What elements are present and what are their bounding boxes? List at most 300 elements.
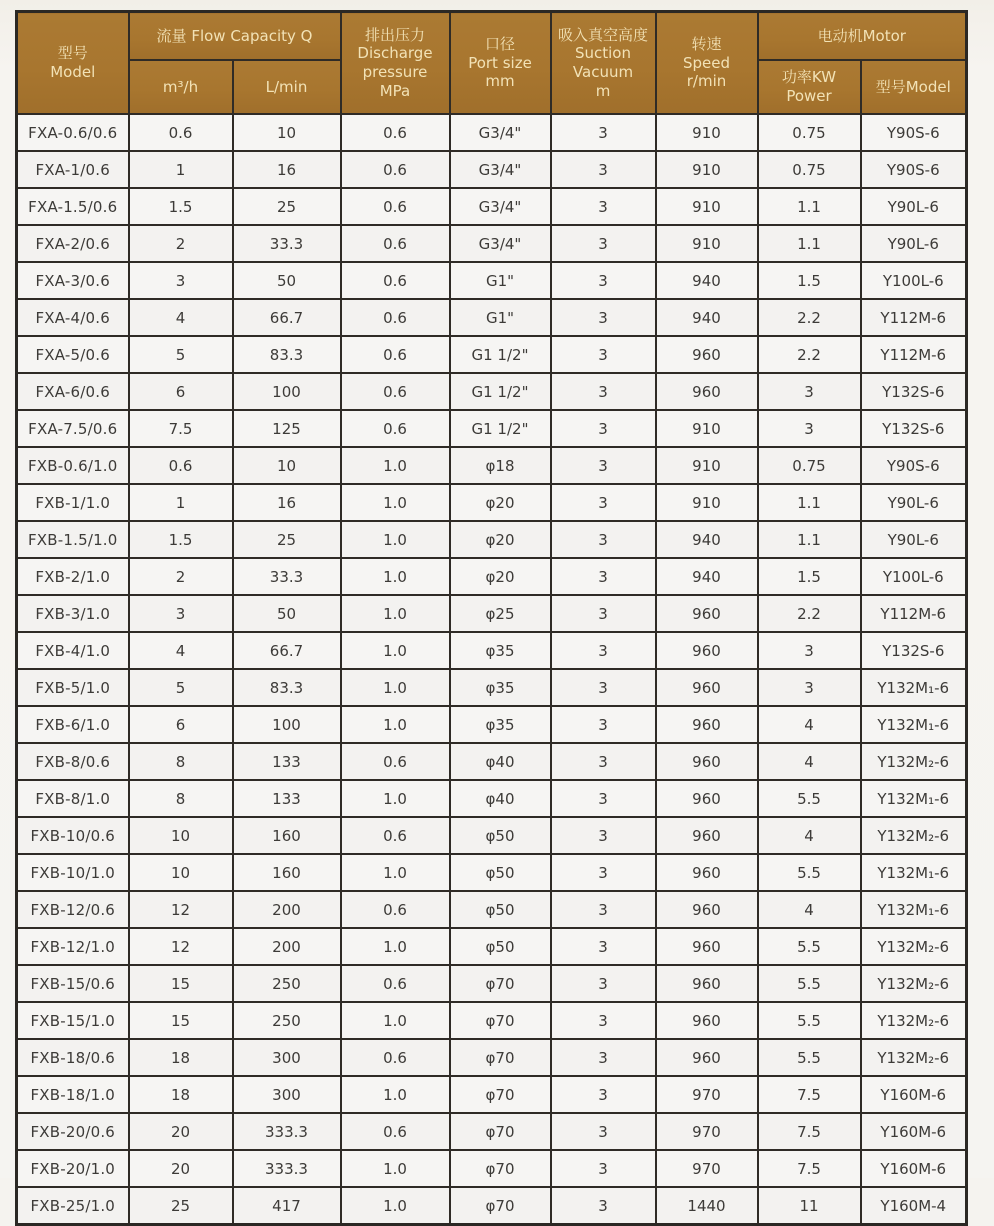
cell-lmin: 300	[233, 1076, 341, 1113]
cell-lmin: 200	[233, 928, 341, 965]
cell-lmin: 50	[233, 262, 341, 299]
cell-discharge-mpa: 0.6	[341, 299, 450, 336]
cell-port-size: G3/4"	[450, 188, 551, 225]
cell-power-kw: 5.5	[758, 780, 861, 817]
cell-m3h: 2	[129, 558, 233, 595]
cell-port-size: φ70	[450, 1187, 551, 1225]
cell-model: FXB-5/1.0	[17, 669, 129, 706]
cell-model: FXB-18/1.0	[17, 1076, 129, 1113]
cell-motor-model: Y132M₂-6	[861, 965, 967, 1002]
cell-m3h: 7.5	[129, 410, 233, 447]
cell-suction-vacuum: 3	[551, 743, 656, 780]
cell-motor-model: Y132M₂-6	[861, 1002, 967, 1039]
cell-power-kw: 5.5	[758, 965, 861, 1002]
cell-motor-model: Y132M₂-6	[861, 817, 967, 854]
cell-m3h: 8	[129, 743, 233, 780]
cell-port-size: φ20	[450, 484, 551, 521]
cell-power-kw: 1.1	[758, 484, 861, 521]
cell-discharge-mpa: 1.0	[341, 632, 450, 669]
cell-model: FXB-10/1.0	[17, 854, 129, 891]
cell-speed: 960	[656, 780, 758, 817]
cell-motor-model: Y132M₁-6	[861, 854, 967, 891]
cell-model: FXB-12/1.0	[17, 928, 129, 965]
cell-motor-model: Y132M₁-6	[861, 780, 967, 817]
cell-discharge-mpa: 0.6	[341, 188, 450, 225]
table-row	[17, 1039, 967, 1076]
cell-suction-vacuum: 3	[551, 891, 656, 928]
table-row	[17, 484, 967, 521]
cell-speed: 960	[656, 706, 758, 743]
cell-discharge-mpa: 0.6	[341, 410, 450, 447]
cell-port-size: φ70	[450, 965, 551, 1002]
cell-suction-vacuum: 3	[551, 558, 656, 595]
header-power-en: Power	[786, 87, 832, 105]
table-body	[17, 114, 967, 1225]
table-row	[17, 595, 967, 632]
cell-port-size: φ70	[450, 1150, 551, 1187]
cell-suction-vacuum: 3	[551, 1150, 656, 1187]
table-row	[17, 928, 967, 965]
header-speed	[656, 12, 758, 115]
cell-power-kw: 7.5	[758, 1076, 861, 1113]
cell-lmin: 160	[233, 817, 341, 854]
cell-power-kw: 7.5	[758, 1113, 861, 1150]
cell-motor-model: Y90S-6	[861, 447, 967, 484]
cell-port-size: φ20	[450, 558, 551, 595]
cell-speed: 960	[656, 854, 758, 891]
cell-suction-vacuum: 3	[551, 188, 656, 225]
cell-discharge-mpa: 1.0	[341, 595, 450, 632]
cell-power-kw: 5.5	[758, 928, 861, 965]
cell-lmin: 300	[233, 1039, 341, 1076]
cell-m3h: 10	[129, 817, 233, 854]
cell-suction-vacuum: 3	[551, 336, 656, 373]
table-row	[17, 632, 967, 669]
cell-discharge-mpa: 0.6	[341, 817, 450, 854]
cell-motor-model: Y100L-6	[861, 558, 967, 595]
cell-lmin: 16	[233, 151, 341, 188]
cell-discharge-mpa: 1.0	[341, 669, 450, 706]
cell-port-size: G1 1/2"	[450, 373, 551, 410]
cell-power-kw: 4	[758, 706, 861, 743]
table-row	[17, 225, 967, 262]
cell-speed: 940	[656, 521, 758, 558]
cell-model: FXB-4/1.0	[17, 632, 129, 669]
cell-model: FXB-15/0.6	[17, 965, 129, 1002]
cell-speed: 910	[656, 151, 758, 188]
header-model	[17, 12, 129, 115]
cell-port-size: φ25	[450, 595, 551, 632]
cell-speed: 960	[656, 669, 758, 706]
cell-lmin: 160	[233, 854, 341, 891]
cell-port-size: G1"	[450, 262, 551, 299]
table-row	[17, 817, 967, 854]
cell-m3h: 15	[129, 1002, 233, 1039]
cell-port-size: G1 1/2"	[450, 336, 551, 373]
cell-suction-vacuum: 3	[551, 1039, 656, 1076]
cell-motor-model: Y132S-6	[861, 410, 967, 447]
cell-model: FXA-4/0.6	[17, 299, 129, 336]
cell-speed: 970	[656, 1076, 758, 1113]
cell-discharge-mpa: 0.6	[341, 743, 450, 780]
cell-port-size: φ35	[450, 669, 551, 706]
cell-lmin: 250	[233, 1002, 341, 1039]
cell-port-size: φ50	[450, 817, 551, 854]
header-discharge-zh: 排出压力	[364, 25, 425, 44]
header-suction-vacuum	[551, 12, 656, 115]
cell-model: FXB-2/1.0	[17, 558, 129, 595]
header-model-en: Model	[50, 63, 96, 81]
cell-power-kw: 1.1	[758, 188, 861, 225]
cell-m3h: 20	[129, 1113, 233, 1150]
cell-model: FXB-20/0.6	[17, 1113, 129, 1150]
cell-discharge-mpa: 0.6	[341, 1113, 450, 1150]
cell-power-kw: 11	[758, 1187, 861, 1225]
cell-motor-model: Y160M-6	[861, 1076, 967, 1113]
cell-motor-model: Y90S-6	[861, 114, 967, 151]
cell-discharge-mpa: 0.6	[341, 225, 450, 262]
cell-port-size: φ35	[450, 632, 551, 669]
cell-suction-vacuum: 3	[551, 817, 656, 854]
cell-discharge-mpa: 0.6	[341, 373, 450, 410]
cell-lmin: 16	[233, 484, 341, 521]
cell-model: FXB-3/1.0	[17, 595, 129, 632]
cell-power-kw: 3	[758, 632, 861, 669]
cell-suction-vacuum: 3	[551, 669, 656, 706]
cell-suction-vacuum: 3	[551, 1113, 656, 1150]
cell-suction-vacuum: 3	[551, 1002, 656, 1039]
cell-lmin: 125	[233, 410, 341, 447]
cell-m3h: 18	[129, 1076, 233, 1113]
cell-power-kw: 1.1	[758, 225, 861, 262]
table-row	[17, 780, 967, 817]
cell-m3h: 20	[129, 1150, 233, 1187]
header-discharge-pressure	[341, 12, 450, 115]
cell-lmin: 417	[233, 1187, 341, 1225]
cell-speed: 940	[656, 558, 758, 595]
header-vacuum-en: Suction Vacuum	[572, 44, 634, 81]
cell-speed: 970	[656, 1150, 758, 1187]
cell-motor-model: Y90L-6	[861, 225, 967, 262]
cell-speed: 960	[656, 891, 758, 928]
cell-motor-model: Y132S-6	[861, 373, 967, 410]
cell-suction-vacuum: 3	[551, 373, 656, 410]
cell-m3h: 1.5	[129, 521, 233, 558]
cell-suction-vacuum: 3	[551, 151, 656, 188]
cell-speed: 910	[656, 114, 758, 151]
cell-suction-vacuum: 3	[551, 1076, 656, 1113]
table-row	[17, 743, 967, 780]
cell-m3h: 0.6	[129, 447, 233, 484]
cell-discharge-mpa: 1.0	[341, 484, 450, 521]
cell-motor-model: Y90S-6	[861, 151, 967, 188]
table-row	[17, 965, 967, 1002]
cell-speed: 1440	[656, 1187, 758, 1225]
cell-power-kw: 0.75	[758, 447, 861, 484]
cell-m3h: 1	[129, 151, 233, 188]
cell-power-kw: 2.2	[758, 595, 861, 632]
cell-m3h: 12	[129, 891, 233, 928]
header-motor-power	[758, 60, 861, 114]
cell-speed: 960	[656, 1039, 758, 1076]
cell-model: FXB-1/1.0	[17, 484, 129, 521]
table-row	[17, 1076, 967, 1113]
header-model-zh: 型号	[57, 44, 88, 63]
cell-m3h: 6	[129, 706, 233, 743]
cell-m3h: 10	[129, 854, 233, 891]
cell-power-kw: 0.75	[758, 114, 861, 151]
header-speed-zh: 转速	[691, 34, 722, 53]
cell-m3h: 3	[129, 262, 233, 299]
cell-m3h: 18	[129, 1039, 233, 1076]
table-row	[17, 1150, 967, 1187]
cell-port-size: φ70	[450, 1039, 551, 1076]
cell-motor-model: Y90L-6	[861, 188, 967, 225]
cell-power-kw: 2.2	[758, 299, 861, 336]
cell-power-kw: 1.5	[758, 262, 861, 299]
cell-discharge-mpa: 0.6	[341, 336, 450, 373]
cell-discharge-mpa: 1.0	[341, 928, 450, 965]
header-speed-unit: r/min	[686, 72, 727, 91]
cell-power-kw: 1.5	[758, 558, 861, 595]
cell-port-size: φ20	[450, 521, 551, 558]
cell-lmin: 100	[233, 373, 341, 410]
cell-m3h: 4	[129, 632, 233, 669]
cell-model: FXB-15/1.0	[17, 1002, 129, 1039]
cell-lmin: 33.3	[233, 558, 341, 595]
header-discharge-en: Discharge pressure	[357, 44, 433, 81]
cell-discharge-mpa: 0.6	[341, 151, 450, 188]
cell-model: FXB-1.5/1.0	[17, 521, 129, 558]
cell-suction-vacuum: 3	[551, 854, 656, 891]
cell-discharge-mpa: 1.0	[341, 780, 450, 817]
table-row	[17, 447, 967, 484]
cell-power-kw: 0.75	[758, 151, 861, 188]
cell-motor-model: Y160M-6	[861, 1150, 967, 1187]
cell-m3h: 3	[129, 595, 233, 632]
cell-power-kw: 3	[758, 410, 861, 447]
header-port-unit: mm	[485, 72, 515, 91]
cell-discharge-mpa: 1.0	[341, 1150, 450, 1187]
cell-motor-model: Y112M-6	[861, 299, 967, 336]
cell-power-kw: 4	[758, 743, 861, 780]
cell-power-kw: 3	[758, 373, 861, 410]
cell-lmin: 25	[233, 188, 341, 225]
cell-port-size: G1 1/2"	[450, 410, 551, 447]
cell-lmin: 333.3	[233, 1113, 341, 1150]
cell-discharge-mpa: 1.0	[341, 854, 450, 891]
cell-speed: 910	[656, 225, 758, 262]
pump-spec-table	[15, 10, 968, 1226]
cell-model: FXA-5/0.6	[17, 336, 129, 373]
cell-motor-model: Y132M₂-6	[861, 743, 967, 780]
cell-model: FXA-0.6/0.6	[17, 114, 129, 151]
cell-suction-vacuum: 3	[551, 225, 656, 262]
cell-speed: 910	[656, 447, 758, 484]
cell-discharge-mpa: 1.0	[341, 1076, 450, 1113]
cell-model: FXB-20/1.0	[17, 1150, 129, 1187]
cell-discharge-mpa: 0.6	[341, 1039, 450, 1076]
table-row	[17, 669, 967, 706]
cell-speed: 960	[656, 595, 758, 632]
cell-speed: 910	[656, 410, 758, 447]
table-row	[17, 410, 967, 447]
table-row	[17, 336, 967, 373]
cell-lmin: 200	[233, 891, 341, 928]
cell-lmin: 83.3	[233, 336, 341, 373]
cell-motor-model: Y112M-6	[861, 595, 967, 632]
cell-port-size: G3/4"	[450, 151, 551, 188]
cell-motor-model: Y132M₁-6	[861, 891, 967, 928]
cell-lmin: 100	[233, 706, 341, 743]
cell-motor-model: Y132M₁-6	[861, 669, 967, 706]
header-motor-group: 电动机Motor	[758, 12, 967, 61]
cell-motor-model: Y160M-4	[861, 1187, 967, 1225]
cell-motor-model: Y112M-6	[861, 336, 967, 373]
cell-port-size: φ70	[450, 1113, 551, 1150]
cell-port-size: φ50	[450, 928, 551, 965]
cell-model: FXA-2/0.6	[17, 225, 129, 262]
cell-power-kw: 3	[758, 669, 861, 706]
cell-suction-vacuum: 3	[551, 447, 656, 484]
cell-port-size: φ70	[450, 1076, 551, 1113]
cell-speed: 960	[656, 928, 758, 965]
cell-m3h: 4	[129, 299, 233, 336]
cell-port-size: G1"	[450, 299, 551, 336]
cell-discharge-mpa: 0.6	[341, 114, 450, 151]
cell-m3h: 5	[129, 336, 233, 373]
cell-speed: 960	[656, 632, 758, 669]
cell-m3h: 1	[129, 484, 233, 521]
cell-model: FXB-10/0.6	[17, 817, 129, 854]
cell-power-kw: 5.5	[758, 1039, 861, 1076]
cell-suction-vacuum: 3	[551, 632, 656, 669]
table-row	[17, 299, 967, 336]
header-port-size	[450, 12, 551, 115]
cell-lmin: 66.7	[233, 299, 341, 336]
cell-speed: 940	[656, 262, 758, 299]
cell-motor-model: Y90L-6	[861, 521, 967, 558]
cell-motor-model: Y90L-6	[861, 484, 967, 521]
header-vacuum-zh: 吸入真空高度	[557, 25, 648, 44]
cell-port-size: φ35	[450, 706, 551, 743]
cell-lmin: 33.3	[233, 225, 341, 262]
cell-model: FXA-7.5/0.6	[17, 410, 129, 447]
header-motor-model: 型号Model	[861, 60, 967, 114]
cell-speed: 960	[656, 336, 758, 373]
cell-m3h: 12	[129, 928, 233, 965]
cell-port-size: G3/4"	[450, 114, 551, 151]
cell-model: FXA-6/0.6	[17, 373, 129, 410]
cell-lmin: 83.3	[233, 669, 341, 706]
cell-speed: 940	[656, 299, 758, 336]
cell-discharge-mpa: 0.6	[341, 965, 450, 1002]
cell-speed: 960	[656, 743, 758, 780]
cell-suction-vacuum: 3	[551, 521, 656, 558]
header-flow-group: 流量 Flow Capacity Q	[129, 12, 341, 61]
cell-speed: 960	[656, 817, 758, 854]
cell-power-kw: 4	[758, 817, 861, 854]
cell-port-size: φ40	[450, 743, 551, 780]
cell-suction-vacuum: 3	[551, 706, 656, 743]
cell-speed: 960	[656, 1002, 758, 1039]
table-row	[17, 373, 967, 410]
table-row	[17, 262, 967, 299]
cell-motor-model: Y100L-6	[861, 262, 967, 299]
cell-m3h: 6	[129, 373, 233, 410]
header-port-zh: 口径	[484, 34, 515, 53]
header-flow-lmin: L/min	[233, 60, 341, 114]
table-row	[17, 521, 967, 558]
header-power-zh: 功率KW	[781, 68, 837, 87]
cell-model: FXB-25/1.0	[17, 1187, 129, 1225]
cell-suction-vacuum: 3	[551, 299, 656, 336]
cell-discharge-mpa: 1.0	[341, 521, 450, 558]
cell-discharge-mpa: 0.6	[341, 262, 450, 299]
cell-suction-vacuum: 3	[551, 114, 656, 151]
cell-power-kw: 4	[758, 891, 861, 928]
cell-suction-vacuum: 3	[551, 595, 656, 632]
cell-suction-vacuum: 3	[551, 262, 656, 299]
cell-motor-model: Y132S-6	[861, 632, 967, 669]
table-header	[17, 12, 967, 115]
cell-motor-model: Y132M₁-6	[861, 706, 967, 743]
cell-model: FXA-1/0.6	[17, 151, 129, 188]
table-row	[17, 1002, 967, 1039]
cell-port-size: φ50	[450, 854, 551, 891]
cell-speed: 910	[656, 484, 758, 521]
cell-m3h: 25	[129, 1187, 233, 1225]
cell-lmin: 25	[233, 521, 341, 558]
cell-discharge-mpa: 1.0	[341, 558, 450, 595]
cell-m3h: 5	[129, 669, 233, 706]
cell-speed: 960	[656, 965, 758, 1002]
cell-suction-vacuum: 3	[551, 1187, 656, 1225]
cell-lmin: 10	[233, 114, 341, 151]
cell-power-kw: 1.1	[758, 521, 861, 558]
cell-m3h: 1.5	[129, 188, 233, 225]
cell-discharge-mpa: 1.0	[341, 1002, 450, 1039]
cell-port-size: φ40	[450, 780, 551, 817]
cell-model: FXB-12/0.6	[17, 891, 129, 928]
table-row	[17, 114, 967, 151]
table-row	[17, 1113, 967, 1150]
cell-speed: 960	[656, 373, 758, 410]
cell-power-kw: 2.2	[758, 336, 861, 373]
cell-discharge-mpa: 1.0	[341, 1187, 450, 1225]
header-port-en: Port size	[468, 53, 532, 72]
cell-lmin: 333.3	[233, 1150, 341, 1187]
cell-port-size: φ18	[450, 447, 551, 484]
table-row	[17, 854, 967, 891]
table-row	[17, 891, 967, 928]
cell-m3h: 2	[129, 225, 233, 262]
cell-power-kw: 5.5	[758, 854, 861, 891]
cell-model: FXB-8/0.6	[17, 743, 129, 780]
header-discharge-unit: MPa	[379, 81, 411, 100]
cell-model: FXB-0.6/1.0	[17, 447, 129, 484]
cell-discharge-mpa: 1.0	[341, 706, 450, 743]
cell-model: FXB-18/0.6	[17, 1039, 129, 1076]
cell-lmin: 133	[233, 743, 341, 780]
header-speed-en: Speed	[682, 53, 731, 72]
cell-motor-model: Y160M-6	[861, 1113, 967, 1150]
cell-discharge-mpa: 0.6	[341, 891, 450, 928]
cell-suction-vacuum: 3	[551, 410, 656, 447]
cell-lmin: 10	[233, 447, 341, 484]
cell-model: FXA-1.5/0.6	[17, 188, 129, 225]
cell-power-kw: 7.5	[758, 1150, 861, 1187]
